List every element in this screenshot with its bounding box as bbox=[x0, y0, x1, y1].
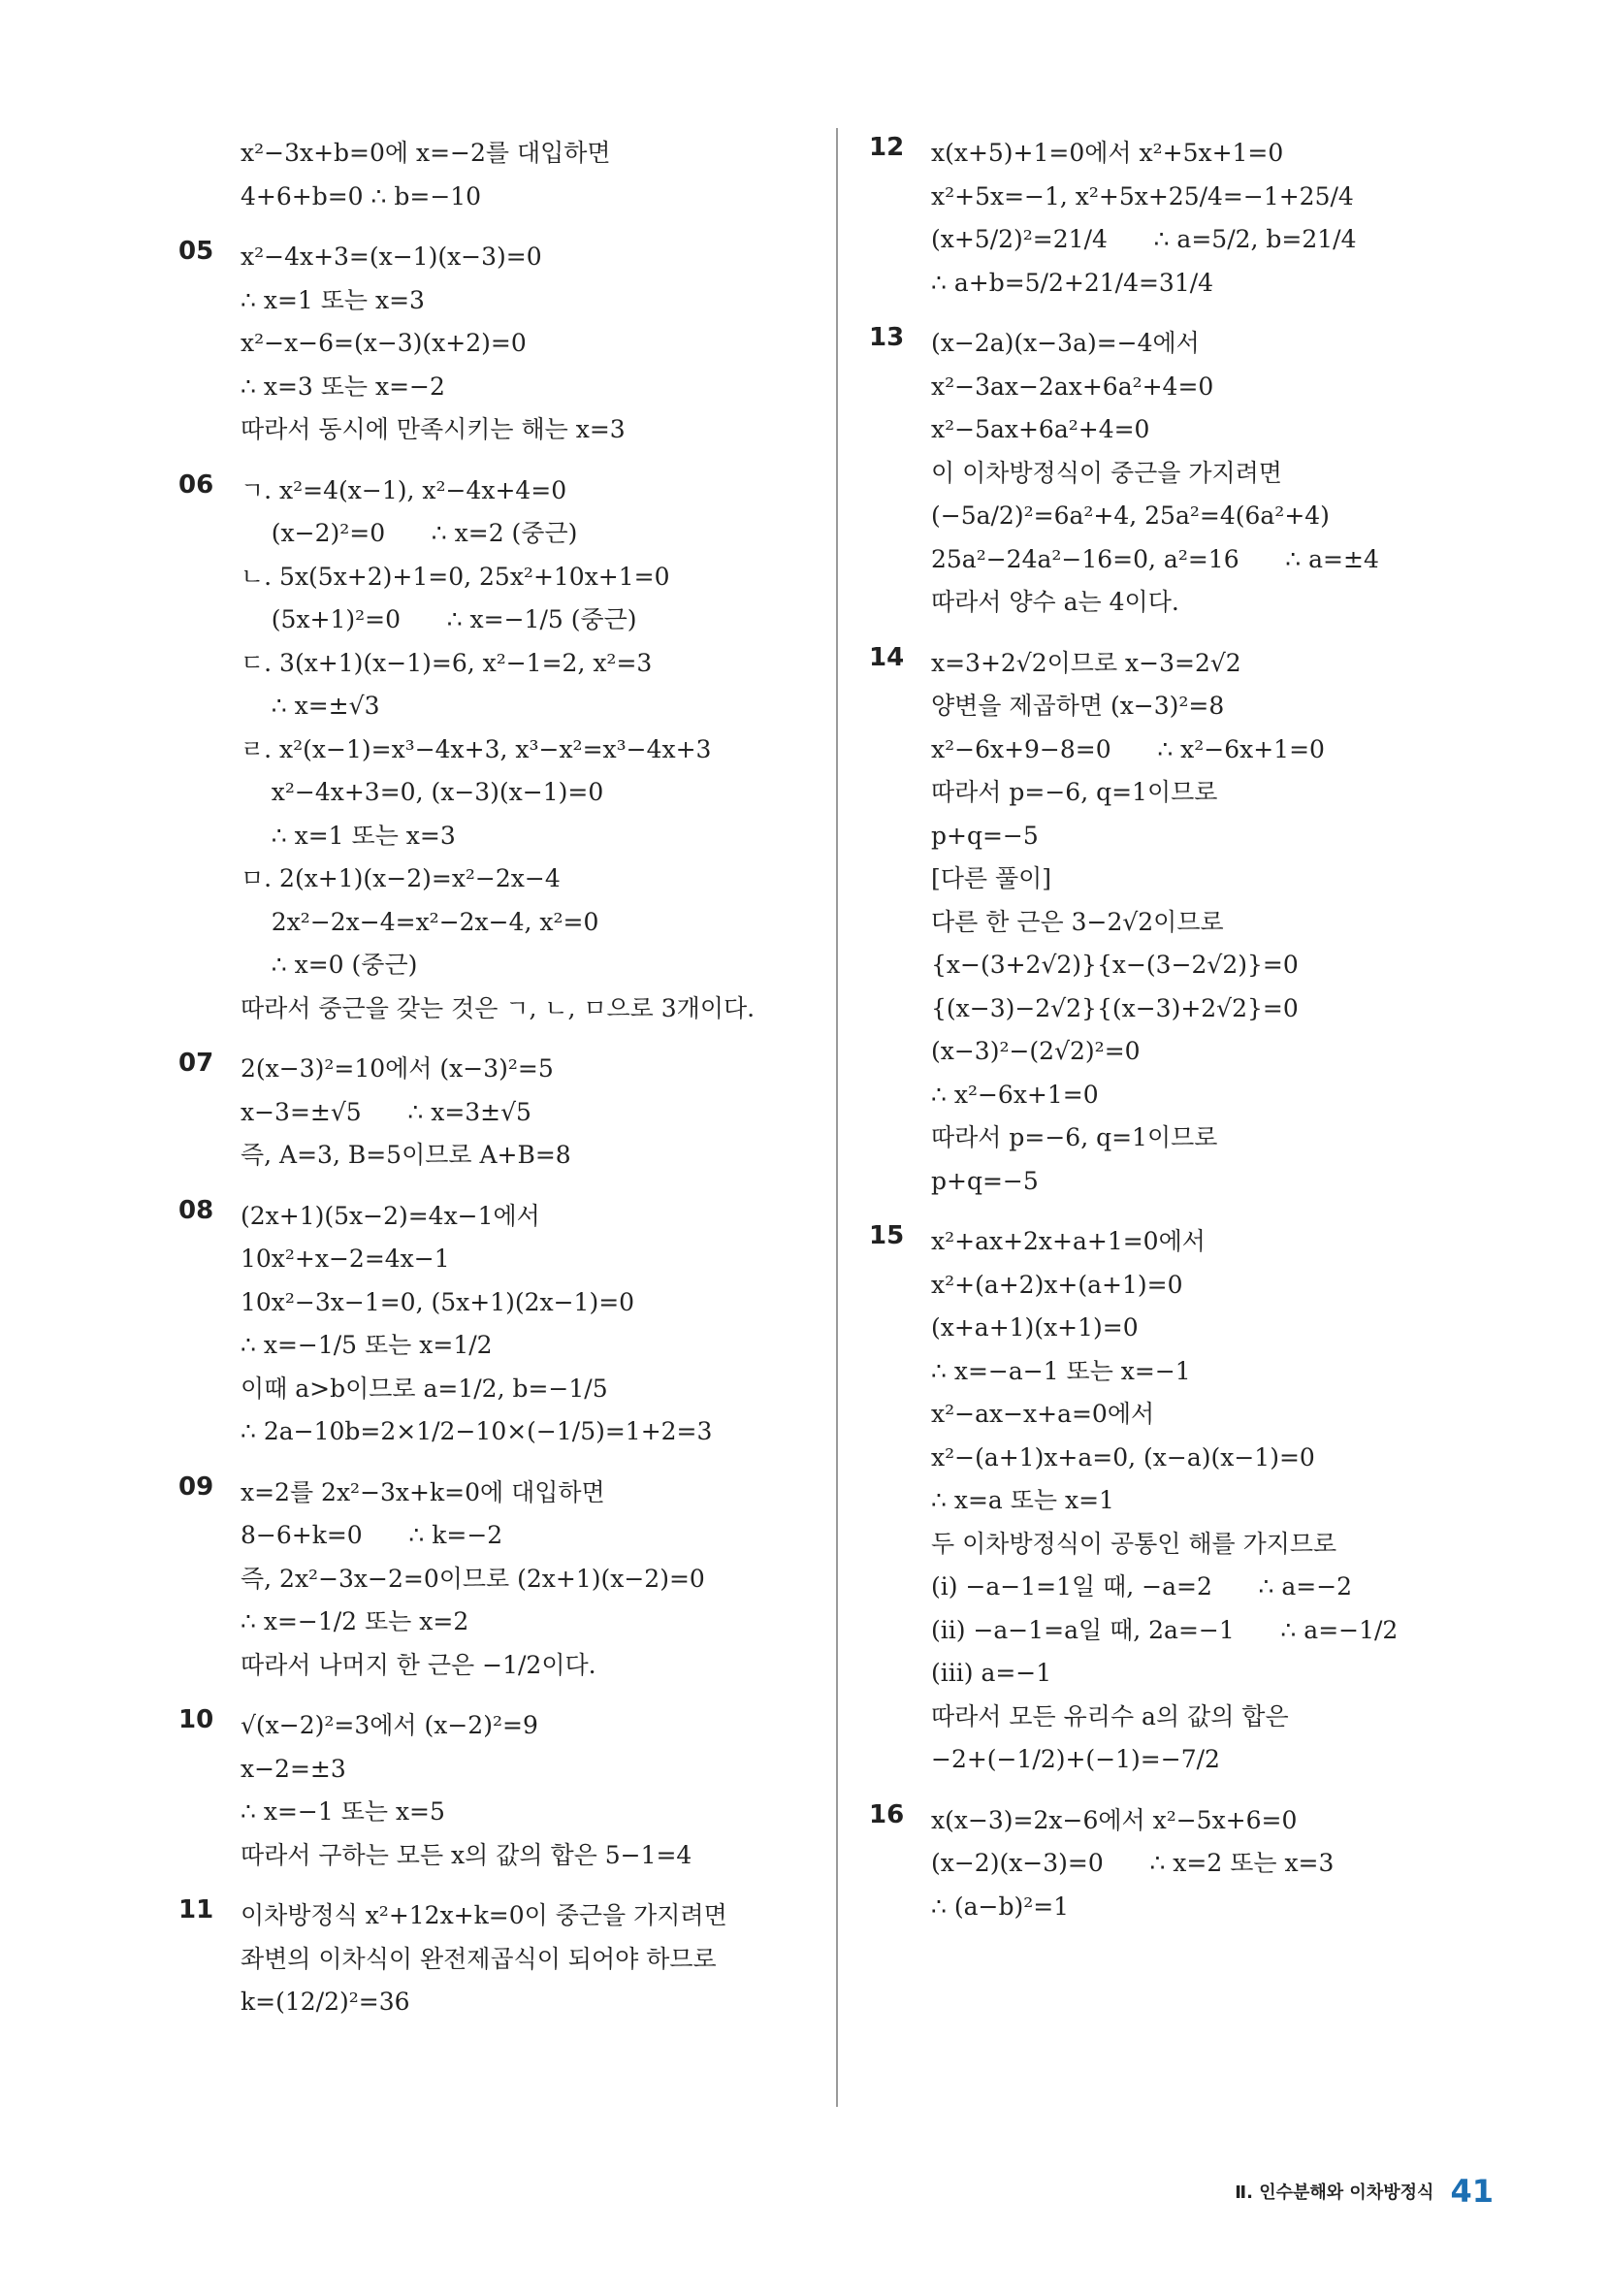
solution-line: x²+5x=−1, x²+5x+25/4=−1+25/4 bbox=[931, 181, 1354, 210]
problem-number: 15 bbox=[869, 1221, 905, 1250]
problem-number: 16 bbox=[869, 1799, 905, 1829]
solution-line: 따라서 중근을 갖는 것은 ㄱ, ㄴ, ㅁ으로 3개이다. bbox=[241, 993, 756, 1022]
solution-line: 4+6+b=0 ∴ b=−10 bbox=[241, 181, 482, 210]
problem-number: 11 bbox=[178, 1895, 214, 1924]
solution-line: (−5a/2)²=6a²+4, 25a²=4(6a²+4) bbox=[931, 501, 1330, 530]
column-divider bbox=[836, 128, 838, 2107]
solution-line: 다른 한 근은 3−2√2이므로 bbox=[931, 907, 1224, 936]
problem-number: 09 bbox=[178, 1471, 214, 1502]
problem-11 bbox=[178, 1894, 814, 2024]
intro-continuation bbox=[178, 132, 814, 218]
problem-number: 10 bbox=[178, 1705, 214, 1734]
solution-line: (x−2a)(x−3a)=−4에서 bbox=[931, 329, 1200, 357]
solution-line: x−3=±√5 ∴ x=3±√5 bbox=[241, 1097, 531, 1126]
solution-line: ∴ (a−b)²=1 bbox=[931, 1892, 1070, 1921]
solution-line: p+q=−5 bbox=[931, 821, 1039, 850]
problem-number: 13 bbox=[869, 323, 905, 352]
solution-line: (5x+1)²=0 ∴ x=−1/5 (중근) bbox=[241, 605, 637, 633]
right-column bbox=[869, 132, 1509, 1946]
problem-10 bbox=[178, 1704, 814, 1877]
solution-line: 이 이차방정식이 중근을 가지려면 bbox=[931, 458, 1282, 487]
solution-line: −2+(−1/2)+(−1)=−7/2 bbox=[931, 1745, 1220, 1773]
problem-number: 12 bbox=[869, 133, 905, 162]
solution-line: 두 이차방정식이 공통인 해를 가지므로 bbox=[931, 1529, 1337, 1558]
problem-08 bbox=[178, 1195, 814, 1454]
problem-number: 07 bbox=[178, 1049, 214, 1078]
solution-line: (2x+1)(5x−2)=4x−1에서 bbox=[241, 1201, 540, 1230]
problem-15 bbox=[869, 1220, 1509, 1782]
solution-line: x²−3ax−2ax+6a²+4=0 bbox=[931, 372, 1214, 401]
solution-line: (x−2)(x−3)=0 ∴ x=2 또는 x=3 bbox=[931, 1849, 1335, 1877]
solution-line: (ⅱ) −a−1=a일 때, 2a=−1 ∴ a=−1/2 bbox=[931, 1615, 1399, 1644]
solution-line: x−2=±3 bbox=[241, 1754, 346, 1783]
solution-line: x²−ax−x+a=0에서 bbox=[931, 1400, 1155, 1428]
solution-line: 8−6+k=0 ∴ k=−2 bbox=[241, 1521, 503, 1549]
solution-line: 따라서 p=−6, q=1이므로 bbox=[931, 778, 1218, 806]
solution-line: ∴ a+b=5/2+21/4=31/4 bbox=[931, 268, 1214, 297]
solution-line: 2x²−2x−4=x²−2x−4, x²=0 bbox=[241, 907, 599, 936]
solution-line: x²+ax+2x+a+1=0에서 bbox=[931, 1227, 1206, 1255]
solution-line: ∴ x=a 또는 x=1 bbox=[931, 1486, 1114, 1514]
solution-line: ㅁ. 2(x+1)(x−2)=x²−2x−4 bbox=[241, 864, 561, 892]
solution-line: 좌변의 이차식이 완전제곱식이 되어야 하므로 bbox=[241, 1944, 717, 1973]
solution-line: x²−4x+3=(x−1)(x−3)=0 bbox=[241, 243, 542, 271]
solution-line: 양변을 제곱하면 (x−3)²=8 bbox=[931, 692, 1225, 720]
solution-line: {x−(3+2√2)}{x−(3−2√2)}=0 bbox=[931, 951, 1299, 979]
solution-line: 따라서 구하는 모든 x의 값의 합은 5−1=4 bbox=[241, 1840, 692, 1869]
solution-line: (ⅰ) −a−1=1일 때, −a=2 ∴ a=−2 bbox=[931, 1572, 1353, 1601]
solution-line: ∴ x=−1/5 또는 x=1/2 bbox=[241, 1331, 493, 1359]
solution-line: x(x+5)+1=0에서 x²+5x+1=0 bbox=[931, 139, 1284, 167]
solution-line: x²−4x+3=0, (x−3)(x−1)=0 bbox=[241, 778, 604, 806]
problem-number: 05 bbox=[178, 237, 214, 266]
solution-line: 2(x−3)²=10에서 (x−3)²=5 bbox=[241, 1054, 554, 1083]
solution-line: ∴ x=−1 또는 x=5 bbox=[241, 1797, 445, 1826]
section-title: Ⅱ. 인수분해와 이차방정식 bbox=[1235, 2183, 1434, 2203]
solution-line: ∴ x=1 또는 x=3 bbox=[241, 285, 425, 314]
solution-line: ∴ x=0 (중근) bbox=[241, 951, 418, 979]
solution-line: x²−3x+b=0에 x=−2를 대입하면 bbox=[241, 139, 611, 167]
solution-line: 10x²+x−2=4x−1 bbox=[241, 1245, 450, 1273]
solution-line: (x+5/2)²=21/4 ∴ a=5/2, b=21/4 bbox=[931, 225, 1357, 253]
solution-line: ㄷ. 3(x+1)(x−1)=6, x²−1=2, x²=3 bbox=[241, 648, 653, 677]
problem-16 bbox=[869, 1799, 1509, 1929]
solution-line: 25a²−24a²−16=0, a²=16 ∴ a=±4 bbox=[931, 544, 1379, 573]
solution-line: (x−3)²−(2√2)²=0 bbox=[931, 1037, 1141, 1065]
solution-line: 10x²−3x−1=0, (5x+1)(2x−1)=0 bbox=[241, 1287, 635, 1316]
problem-13 bbox=[869, 322, 1509, 625]
solution-line: 이때 a>b이므로 a=1/2, b=−1/5 bbox=[241, 1374, 608, 1403]
solution-line: 따라서 양수 a는 4이다. bbox=[931, 588, 1179, 616]
solution-line: (x+a+1)(x+1)=0 bbox=[931, 1313, 1139, 1342]
problem-14 bbox=[869, 642, 1509, 1204]
solution-line: 즉, 2x²−3x−2=0이므로 (2x+1)(x−2)=0 bbox=[241, 1564, 705, 1593]
problem-06 bbox=[178, 469, 814, 1031]
solution-line: ∴ x=−1/2 또는 x=2 bbox=[241, 1607, 469, 1635]
problem-12 bbox=[869, 132, 1509, 305]
solution-line: x(x−3)=2x−6에서 x²−5x+6=0 bbox=[931, 1805, 1298, 1834]
left-column bbox=[178, 132, 814, 2042]
problem-05 bbox=[178, 236, 814, 452]
solution-line: √(x−2)²=3에서 (x−2)²=9 bbox=[241, 1711, 538, 1739]
problem-number: 06 bbox=[178, 469, 214, 500]
solution-line: {(x−3)−2√2}{(x−3)+2√2}=0 bbox=[931, 993, 1299, 1022]
problem-number: 08 bbox=[178, 1195, 214, 1225]
solution-line: x²+(a+2)x+(a+1)=0 bbox=[931, 1270, 1183, 1299]
solution-line: x²−5ax+6a²+4=0 bbox=[931, 415, 1150, 443]
solution-line: (x−2)²=0 ∴ x=2 (중근) bbox=[241, 519, 578, 547]
page-footer bbox=[1164, 2173, 1494, 2210]
solution-line: p+q=−5 bbox=[931, 1166, 1039, 1195]
solution-line: (ⅲ) a=−1 bbox=[931, 1659, 1052, 1687]
solution-line: ∴ x=1 또는 x=3 bbox=[241, 821, 456, 850]
solution-line: 따라서 나머지 한 근은 −1/2이다. bbox=[241, 1650, 596, 1679]
solution-line: ㄱ. x²=4(x−1), x²−4x+4=0 bbox=[241, 475, 567, 504]
solution-line: x=3+2√2이므로 x−3=2√2 bbox=[931, 648, 1241, 677]
solution-line: 따라서 동시에 만족시키는 해는 x=3 bbox=[241, 415, 626, 443]
solution-line: 따라서 모든 유리수 a의 값의 합은 bbox=[931, 1701, 1289, 1730]
solution-line: 즉, A=3, B=5이므로 A+B=8 bbox=[241, 1141, 571, 1169]
solution-line: ∴ x²−6x+1=0 bbox=[931, 1080, 1099, 1109]
solution-line: ∴ x=−a−1 또는 x=−1 bbox=[931, 1356, 1191, 1385]
solution-line: x²−(a+1)x+a=0, (x−a)(x−1)=0 bbox=[931, 1442, 1315, 1471]
solution-line: [다른 풀이] bbox=[931, 864, 1052, 892]
solution-line: 따라서 p=−6, q=1이므로 bbox=[931, 1123, 1218, 1151]
problem-number: 14 bbox=[869, 642, 905, 672]
solution-line: x²−6x+9−8=0 ∴ x²−6x+1=0 bbox=[931, 734, 1325, 763]
solution-line: ㄴ. 5x(5x+2)+1=0, 25x²+10x+1=0 bbox=[241, 562, 670, 591]
problem-07 bbox=[178, 1048, 814, 1178]
solution-line: k=(12/2)²=36 bbox=[241, 1988, 410, 2016]
solution-line: ∴ 2a−10b=2×1/2−10×(−1/5)=1+2=3 bbox=[241, 1417, 713, 1445]
solution-line: ∴ x=3 또는 x=−2 bbox=[241, 372, 445, 401]
solution-line: ∴ x=±√3 bbox=[241, 692, 380, 720]
solution-line: x=2를 2x²−3x+k=0에 대입하면 bbox=[241, 1477, 605, 1506]
solution-line: 이차방정식 x²+12x+k=0이 중근을 가지려면 bbox=[241, 1901, 727, 1929]
page-number: 41 bbox=[1450, 2173, 1494, 2210]
problem-09 bbox=[178, 1471, 814, 1688]
solution-line: ㄹ. x²(x−1)=x³−4x+3, x³−x²=x³−4x+3 bbox=[241, 734, 712, 763]
solution-line: x²−x−6=(x−3)(x+2)=0 bbox=[241, 329, 527, 357]
